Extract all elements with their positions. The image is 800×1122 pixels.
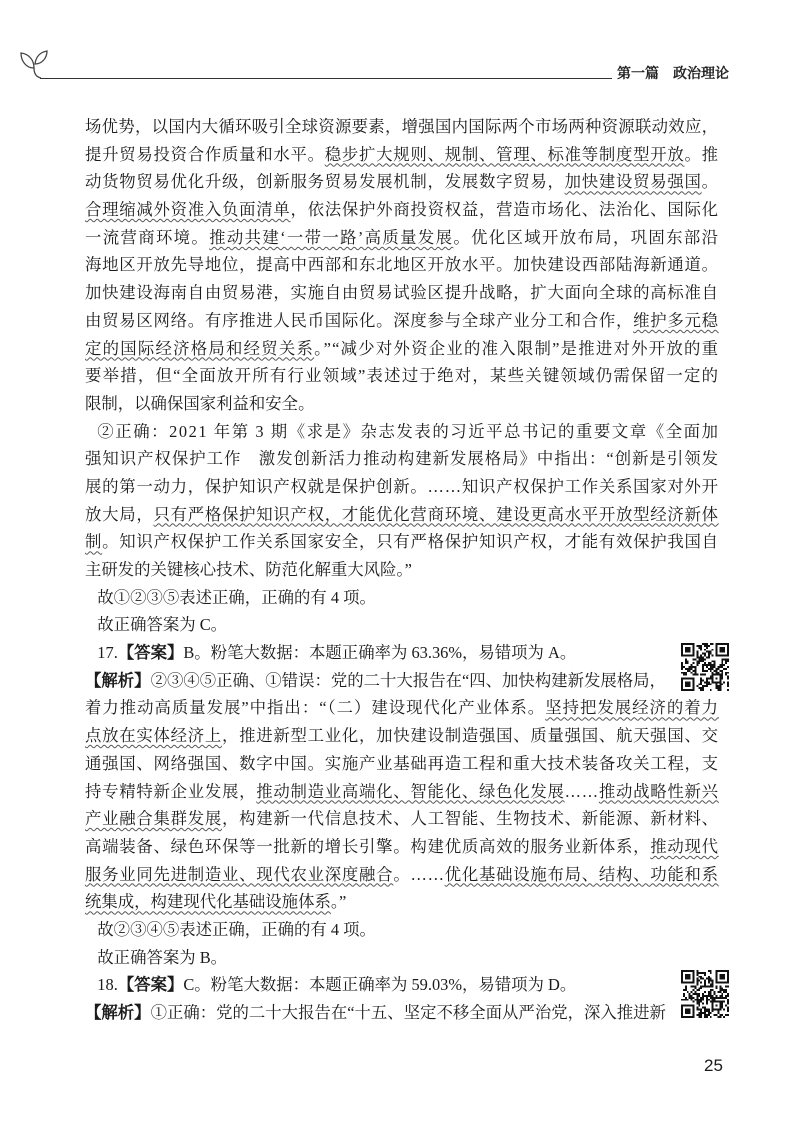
- text-line: [85, 307, 718, 335]
- underlined-phrase: 产业融合集群发展: [85, 809, 223, 829]
- paragraph-conclusion: [85, 916, 718, 944]
- line-text: [85, 445, 719, 473]
- line-text: [85, 473, 719, 501]
- underlined-phrase: 制: [85, 532, 103, 552]
- text-line: [85, 418, 718, 446]
- text-line: [85, 196, 718, 224]
- text-run: 一流营商环境。: [85, 227, 210, 247]
- page-number: 25: [704, 1056, 723, 1075]
- text-line: [85, 168, 718, 196]
- text-run: ②正确：2021 年第 3 期《求是》杂志发表的习近平总书记的重要文章《全面加: [97, 421, 720, 441]
- text-run: 由贸易区网络。有序推进人民币国际化。深度参与全球产业分工和合作，: [85, 310, 634, 330]
- text-run: ……: [564, 781, 599, 801]
- bold-label: 【答案】: [117, 643, 184, 663]
- underlined-phrase: 定的国际经济格局和经贸关系: [85, 338, 315, 358]
- underlined-phrase: 推动现代: [650, 836, 719, 856]
- line-text: [85, 307, 719, 335]
- text-line: [85, 971, 718, 999]
- bold-label: 【解析】: [85, 670, 151, 690]
- text-run: 提升贸易投资合作质量和水平。: [85, 144, 325, 164]
- line-text: [85, 694, 719, 722]
- sprout-icon: [18, 46, 48, 80]
- line-text: [85, 722, 719, 750]
- line-text: [85, 667, 666, 695]
- text-run: ，依法保护外商投资权益，营造市场化、法治化、国际化: [290, 200, 719, 220]
- line-text: [85, 362, 719, 390]
- line-text: [85, 224, 719, 252]
- text-line: [85, 279, 718, 307]
- bold-label: 【答案】: [117, 975, 184, 995]
- text-run: 。……: [393, 864, 445, 884]
- text-run: 。推: [684, 144, 719, 164]
- text-line: [85, 805, 718, 833]
- bold-label: 【解析】: [85, 1003, 151, 1022]
- line-text: [85, 196, 719, 224]
- underlined-phrase: 稳步扩大规则、规制、管理、标准等制度型开放: [324, 144, 685, 164]
- line-text: [85, 251, 719, 279]
- text-line: [85, 224, 718, 252]
- text-run: 。”“减少对外资企业的准入限制”是推进对外开放的重: [314, 338, 720, 358]
- text-line: [85, 473, 718, 501]
- line-text: [85, 999, 666, 1027]
- line-text: [85, 556, 412, 584]
- paragraph-answer-line: [85, 944, 718, 972]
- text-run: 高端装备、绿色环保等一批新的增长引擎。构建优质高效的服务业新体系，: [85, 836, 651, 856]
- text-line: [85, 362, 718, 390]
- line-text: [97, 418, 719, 446]
- text-line: [85, 501, 718, 529]
- text-line: [85, 778, 718, 806]
- running-header: [617, 65, 729, 85]
- text-line: [85, 445, 718, 473]
- part-label: 第一篇: [617, 67, 659, 82]
- question-18-analysis: [85, 999, 718, 1027]
- text-line: [85, 999, 718, 1027]
- text-line: [85, 861, 718, 889]
- text-run: 限制，以确保国家利益和安全。: [85, 393, 315, 413]
- line-text: [85, 750, 719, 778]
- line-text: [85, 113, 718, 141]
- text-line: [85, 611, 718, 639]
- text-run: 场优势，以国内大循环吸引全球资源要素，增强国内国际两个市场两种资源联动效应，: [85, 117, 719, 136]
- line-text: [97, 971, 576, 999]
- text-run: 故正确答案为 B。: [97, 947, 228, 967]
- header-rule: [40, 78, 612, 79]
- line-text: [97, 639, 576, 667]
- text-line: [85, 584, 718, 612]
- line-text: [85, 528, 719, 556]
- text-run: 海地区开放先导地位，提高中西部和东北地区开放水平。加快建设西部陆海新通道。: [85, 255, 719, 275]
- underlined-phrase: 推动战略性新兴: [598, 781, 719, 801]
- text-run: 故①②③⑤表述正确，正确的有 4 项。: [97, 587, 376, 607]
- text-run: 着力推动高质量发展”中指出：“（二）建设现代化产业体系。: [85, 698, 546, 718]
- underlined-phrase: 优化基础设施布局、结构、功能和系: [444, 864, 719, 884]
- qr-code-icon: [681, 970, 729, 1018]
- text-run: ，推进新型工业化，加快建设制造强国、质量强国、航天强国、交: [222, 726, 719, 746]
- text-run: 故正确答案为 C。: [97, 615, 228, 635]
- text-run: 通强国、网络强国、数字中国。实施产业基础再造工程和重大技术装备攻关工程，支: [85, 753, 719, 773]
- text-line: [85, 639, 718, 667]
- underlined-phrase: 服务业同先进制造业、现代农业深度融合: [85, 864, 394, 884]
- line-text: [85, 335, 719, 363]
- underlined-phrase: 统集成，构建现代化基础设施体系: [85, 892, 331, 912]
- underlined-phrase: 坚持把发展经济的着力: [545, 698, 719, 718]
- underlined-phrase: 推动共建‘一带一路’高质量发展: [209, 227, 454, 247]
- underlined-phrase: 维护多元稳: [633, 310, 719, 330]
- text-run: 展的第一动力，保护知识产权就是保护创新。……知识产权保护工作关系国家对外开: [85, 476, 719, 496]
- text-run: 主研发的关键核心技术、防范化解重大风险。”: [85, 560, 412, 579]
- underlined-phrase: 合理缩减外资准入负面清单: [85, 200, 291, 220]
- text-line: [85, 694, 718, 722]
- text-run: 加快建设海南自由贸易港，实施自由贸易试验区提升战略，扩大面向全球的高标准自: [85, 283, 719, 303]
- text-line: [85, 888, 718, 916]
- text-line: [85, 390, 718, 418]
- text-run: 17.: [97, 643, 118, 663]
- underlined-phrase: 只有严格保护知识产权，才能优化营商环境、建设更高水平开放型经济新体: [153, 504, 719, 524]
- line-text: [85, 888, 346, 916]
- line-text: [97, 916, 376, 944]
- paragraph-item-2: [85, 418, 718, 584]
- line-text: [85, 279, 719, 307]
- text-run: 。知识产权保护工作关系国家安全，只有严格保护知识产权，才能有效保护我国自: [102, 532, 719, 552]
- text-line: [85, 335, 718, 363]
- text-run: 要举措，但“全面放开所有行业领域”表述过于绝对，某些关键领域仍需保留一定的: [85, 366, 720, 386]
- line-text: [85, 833, 719, 861]
- question-18-answer: [85, 971, 718, 999]
- text-run: 强知识产权保护工作 激发创新活力推动构建新发展格局》中指出：“创新是引领发: [85, 449, 719, 469]
- line-text: [85, 501, 719, 529]
- line-text: [97, 611, 227, 639]
- text-run: 。优化区域开放布局，巩固东部沿: [453, 227, 720, 247]
- text-line: [85, 528, 718, 556]
- answer-explanation-text: [85, 113, 718, 1027]
- text-run: 。: [701, 172, 719, 192]
- line-text: [85, 390, 314, 418]
- section-title: 政治理论: [673, 67, 729, 82]
- question-17-analysis: [85, 667, 718, 916]
- text-line: [85, 944, 718, 972]
- underlined-phrase: 点放在实体经济上: [85, 726, 223, 746]
- text-run: 18.: [97, 975, 118, 995]
- line-text: [97, 584, 376, 612]
- text-line: [85, 722, 718, 750]
- text-run: ①正确：党的二十大报告在“十五、坚定不移全面从严治党，深入推进新: [150, 1003, 666, 1022]
- paragraph-answer-line: [85, 611, 718, 639]
- text-run: ②③④⑤正确、①错误：党的二十大报告在“四、加快构建新发展格局，: [150, 670, 666, 690]
- text-run: 放大局，: [85, 504, 154, 524]
- text-run: ，构建新一代信息技术、人工智能、生物技术、新能源、新材料、: [222, 809, 719, 829]
- text-run: B。粉笔大数据：本题正确率为 63.36%，易错项为 A。: [183, 643, 577, 663]
- line-text: [85, 805, 719, 833]
- paragraph-continued: [85, 113, 718, 418]
- text-line: [85, 833, 718, 861]
- text-run: 。”: [330, 892, 347, 912]
- line-text: [85, 168, 719, 196]
- line-text: [85, 778, 719, 806]
- underlined-phrase: 推动制造业高端化、智能化、绿色化发展: [256, 781, 565, 801]
- text-run: C。粉笔大数据：本题正确率为 59.03%，易错项为 D。: [183, 975, 577, 995]
- text-line: [85, 113, 718, 141]
- question-17-answer: [85, 639, 718, 667]
- text-line: [85, 141, 718, 169]
- text-run: 故②③④⑤表述正确，正确的有 4 项。: [97, 919, 376, 939]
- line-text: [85, 861, 719, 889]
- paragraph-conclusion: [85, 584, 718, 612]
- text-run: 持专精特新企业发展，: [85, 781, 257, 801]
- text-line: [85, 750, 718, 778]
- qr-code-icon: [681, 643, 729, 691]
- underlined-phrase: 加快建设贸易强国: [564, 172, 702, 192]
- text-run: 动货物贸易优化升级，创新服务贸易发展机制，发展数字贸易，: [85, 172, 565, 192]
- text-line: [85, 556, 718, 584]
- text-line: [85, 251, 718, 279]
- text-line: [85, 916, 718, 944]
- text-line: [85, 667, 718, 695]
- line-text: [85, 141, 719, 169]
- line-text: [97, 944, 227, 972]
